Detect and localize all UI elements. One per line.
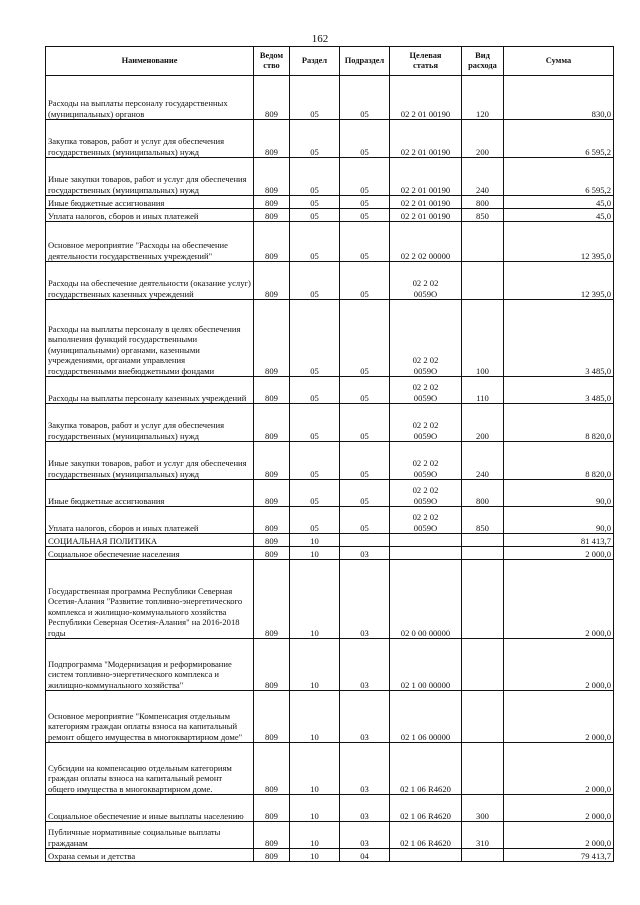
cell-celevaya-statya: 02 1 06 R4620 bbox=[390, 795, 462, 822]
cell-vid-raskhoda: 200 bbox=[462, 120, 504, 158]
cell-celevaya-statya bbox=[390, 849, 462, 862]
cell-podrazdel: 03 bbox=[340, 691, 390, 743]
cell-razdel: 05 bbox=[290, 404, 340, 442]
cell-vid-raskhoda: 300 bbox=[462, 795, 504, 822]
cell-razdel: 10 bbox=[290, 822, 340, 849]
cell-name: Государственная программа Республики Северная Осетия-Алания "Развитие топливно-энергетического комплекса и жилищно-коммунального хозяйства Республики Северная Осетия-Алания" на 2016-2018 годы bbox=[46, 560, 254, 639]
cell-podrazdel: 05 bbox=[340, 507, 390, 534]
cell-name: Расходы на выплаты персоналу казенных учреждений bbox=[46, 377, 254, 404]
cell-podrazdel: 04 bbox=[340, 849, 390, 862]
cell-summa: 6 595,2 bbox=[504, 120, 614, 158]
cell-vedomstvo: 809 bbox=[254, 639, 290, 691]
cell-podrazdel: 05 bbox=[340, 442, 390, 480]
table-row bbox=[46, 222, 614, 262]
cell-summa: 2 000,0 bbox=[504, 639, 614, 691]
cell-vid-raskhoda bbox=[462, 691, 504, 743]
table-row bbox=[46, 507, 614, 534]
cell-summa: 79 413,7 bbox=[504, 849, 614, 862]
cell-name: Социальное обеспечение населения bbox=[46, 547, 254, 560]
cell-podrazdel: 05 bbox=[340, 377, 390, 404]
cell-vid-raskhoda: 850 bbox=[462, 507, 504, 534]
cell-podrazdel: 05 bbox=[340, 262, 390, 300]
table-row bbox=[46, 76, 614, 120]
table-row bbox=[46, 560, 614, 639]
cell-name: Субсидии на компенсацию отдельным категориям граждан оплаты взноса на капитальный ремонт общего имущества в многоквартирном доме. bbox=[46, 743, 254, 795]
cell-vedomstvo: 809 bbox=[254, 76, 290, 120]
cell-vid-raskhoda bbox=[462, 639, 504, 691]
cell-vid-raskhoda: 310 bbox=[462, 822, 504, 849]
cell-name: Публичные нормативные социальные выплаты гражданам bbox=[46, 822, 254, 849]
cell-vid-raskhoda: 850 bbox=[462, 209, 504, 222]
cell-vedomstvo: 809 bbox=[254, 849, 290, 862]
cell-podrazdel: 03 bbox=[340, 743, 390, 795]
cell-name: Иные закупки товаров, работ и услуг для обеспечения государственных (муниципальных) нужд bbox=[46, 442, 254, 480]
cell-podrazdel: 05 bbox=[340, 120, 390, 158]
cell-celevaya-statya: 02 1 06 R4620 bbox=[390, 822, 462, 849]
header-summa: Сумма bbox=[504, 47, 614, 76]
cell-razdel: 10 bbox=[290, 849, 340, 862]
cell-celevaya-statya: 02 2 02 0059О bbox=[390, 442, 462, 480]
cell-summa: 8 820,0 bbox=[504, 404, 614, 442]
cell-razdel: 05 bbox=[290, 196, 340, 209]
cell-razdel: 10 bbox=[290, 560, 340, 639]
table-row bbox=[46, 442, 614, 480]
cell-podrazdel: 05 bbox=[340, 300, 390, 377]
cell-vid-raskhoda bbox=[462, 262, 504, 300]
cell-razdel: 10 bbox=[290, 743, 340, 795]
table-row bbox=[46, 795, 614, 822]
cell-name: Закупка товаров, работ и услуг для обеспечения государственных (муниципальных) нужд bbox=[46, 404, 254, 442]
cell-razdel: 05 bbox=[290, 120, 340, 158]
cell-name: Основное мероприятие "Расходы на обеспечение деятельности государственных учреждений" bbox=[46, 222, 254, 262]
table-row bbox=[46, 743, 614, 795]
cell-vid-raskhoda: 120 bbox=[462, 76, 504, 120]
cell-podrazdel: 03 bbox=[340, 795, 390, 822]
cell-vid-raskhoda: 110 bbox=[462, 377, 504, 404]
cell-summa: 45,0 bbox=[504, 209, 614, 222]
cell-summa: 2 000,0 bbox=[504, 743, 614, 795]
cell-summa: 6 595,2 bbox=[504, 158, 614, 196]
cell-podrazdel: 05 bbox=[340, 196, 390, 209]
table-row bbox=[46, 534, 614, 547]
cell-vedomstvo: 809 bbox=[254, 691, 290, 743]
cell-name: Иные бюджетные ассигнования bbox=[46, 196, 254, 209]
cell-vedomstvo: 809 bbox=[254, 795, 290, 822]
cell-vid-raskhoda bbox=[462, 743, 504, 795]
cell-razdel: 05 bbox=[290, 262, 340, 300]
cell-razdel: 05 bbox=[290, 442, 340, 480]
cell-name: Охрана семьи и детства bbox=[46, 849, 254, 862]
header-vedomstvo: Ведом ство bbox=[254, 47, 290, 76]
cell-vedomstvo: 809 bbox=[254, 120, 290, 158]
cell-podrazdel: 05 bbox=[340, 480, 390, 507]
cell-summa: 830,0 bbox=[504, 76, 614, 120]
table-row bbox=[46, 691, 614, 743]
cell-vedomstvo: 809 bbox=[254, 547, 290, 560]
table-row bbox=[46, 377, 614, 404]
cell-celevaya-statya: 02 2 01 00190 bbox=[390, 158, 462, 196]
cell-name: Закупка товаров, работ и услуг для обеспечения государственных (муниципальных) нужд bbox=[46, 120, 254, 158]
cell-celevaya-statya: 02 2 02 0059О bbox=[390, 480, 462, 507]
cell-summa: 2 000,0 bbox=[504, 795, 614, 822]
cell-vid-raskhoda: 200 bbox=[462, 404, 504, 442]
cell-podrazdel: 03 bbox=[340, 822, 390, 849]
cell-name: Уплата налогов, сборов и иных платежей bbox=[46, 209, 254, 222]
cell-celevaya-statya bbox=[390, 547, 462, 560]
cell-celevaya-statya: 02 2 01 00190 bbox=[390, 76, 462, 120]
cell-razdel: 05 bbox=[290, 300, 340, 377]
cell-summa: 3 485,0 bbox=[504, 300, 614, 377]
cell-vid-raskhoda: 100 bbox=[462, 300, 504, 377]
cell-vid-raskhoda bbox=[462, 849, 504, 862]
cell-vedomstvo: 809 bbox=[254, 507, 290, 534]
cell-name: Иные бюджетные ассигнования bbox=[46, 480, 254, 507]
cell-podrazdel: 03 bbox=[340, 639, 390, 691]
cell-vedomstvo: 809 bbox=[254, 158, 290, 196]
cell-celevaya-statya: 02 2 01 00190 bbox=[390, 196, 462, 209]
cell-vid-raskhoda: 800 bbox=[462, 196, 504, 209]
cell-vedomstvo: 809 bbox=[254, 743, 290, 795]
cell-summa: 2 000,0 bbox=[504, 547, 614, 560]
cell-vedomstvo: 809 bbox=[254, 262, 290, 300]
header-name: Наименование bbox=[46, 47, 254, 76]
cell-razdel: 05 bbox=[290, 507, 340, 534]
cell-razdel: 05 bbox=[290, 222, 340, 262]
cell-podrazdel: 05 bbox=[340, 209, 390, 222]
cell-vedomstvo: 809 bbox=[254, 480, 290, 507]
table-row bbox=[46, 639, 614, 691]
cell-name: Иные закупки товаров, работ и услуг для обеспечения государственных (муниципальных) нужд bbox=[46, 158, 254, 196]
cell-name: Основное мероприятие "Компенсация отдельным категориям граждан оплаты взноса на капитальный ремонт общего имущества в многоквартирном доме" bbox=[46, 691, 254, 743]
cell-razdel: 10 bbox=[290, 639, 340, 691]
cell-name: Расходы на выплаты персоналу в целях обеспечения выполнения функций государственными (муниципальными) органами, казенными учреждениями, органами управления государственными внебюджетными фондами bbox=[46, 300, 254, 377]
cell-summa: 2 000,0 bbox=[504, 560, 614, 639]
cell-celevaya-statya: 02 2 02 0059О bbox=[390, 507, 462, 534]
cell-razdel: 10 bbox=[290, 547, 340, 560]
cell-podrazdel: 05 bbox=[340, 222, 390, 262]
cell-podrazdel: 03 bbox=[340, 547, 390, 560]
cell-summa: 90,0 bbox=[504, 480, 614, 507]
table-row bbox=[46, 404, 614, 442]
table-row bbox=[46, 209, 614, 222]
cell-vedomstvo: 809 bbox=[254, 377, 290, 404]
cell-razdel: 05 bbox=[290, 158, 340, 196]
cell-name: Подпрограмма "Модернизация и реформирование систем топливно-энергетического комплекса и жилищно-коммунального хозяйства" bbox=[46, 639, 254, 691]
cell-podrazdel: 03 bbox=[340, 560, 390, 639]
cell-name: Уплата налогов, сборов и иных платежей bbox=[46, 507, 254, 534]
table-row bbox=[46, 120, 614, 158]
cell-summa: 12 395,0 bbox=[504, 222, 614, 262]
table-row bbox=[46, 300, 614, 377]
cell-celevaya-statya: 02 0 00 00000 bbox=[390, 560, 462, 639]
table-row bbox=[46, 196, 614, 209]
budget-table bbox=[45, 46, 614, 862]
cell-razdel: 05 bbox=[290, 76, 340, 120]
cell-vedomstvo: 809 bbox=[254, 196, 290, 209]
header-vid-raskhoda: Вид расхода bbox=[462, 47, 504, 76]
cell-celevaya-statya: 02 2 02 0059О bbox=[390, 262, 462, 300]
cell-celevaya-statya: 02 2 02 0059О bbox=[390, 377, 462, 404]
cell-celevaya-statya: 02 2 02 0059О bbox=[390, 404, 462, 442]
cell-vedomstvo: 809 bbox=[254, 300, 290, 377]
cell-celevaya-statya: 02 2 02 00000 bbox=[390, 222, 462, 262]
cell-summa: 45,0 bbox=[504, 196, 614, 209]
table-header-row bbox=[46, 47, 614, 76]
cell-razdel: 05 bbox=[290, 480, 340, 507]
cell-celevaya-statya: 02 2 02 0059О bbox=[390, 300, 462, 377]
cell-summa: 81 413,7 bbox=[504, 534, 614, 547]
cell-celevaya-statya: 02 2 01 00190 bbox=[390, 209, 462, 222]
cell-razdel: 05 bbox=[290, 209, 340, 222]
cell-vid-raskhoda bbox=[462, 534, 504, 547]
cell-podrazdel: 05 bbox=[340, 158, 390, 196]
cell-summa: 90,0 bbox=[504, 507, 614, 534]
cell-razdel: 10 bbox=[290, 691, 340, 743]
cell-vid-raskhoda bbox=[462, 547, 504, 560]
cell-razdel: 10 bbox=[290, 534, 340, 547]
cell-vedomstvo: 809 bbox=[254, 404, 290, 442]
header-celevaya-statya: Целевая статья bbox=[390, 47, 462, 76]
cell-razdel: 10 bbox=[290, 795, 340, 822]
cell-name: Расходы на обеспечение деятельности (оказание услуг) государственных казенных учреждений bbox=[46, 262, 254, 300]
cell-vid-raskhoda: 240 bbox=[462, 442, 504, 480]
cell-vedomstvo: 809 bbox=[254, 222, 290, 262]
table-row bbox=[46, 262, 614, 300]
header-razdel: Раздел bbox=[290, 47, 340, 76]
table-row bbox=[46, 849, 614, 862]
table-row bbox=[46, 547, 614, 560]
cell-vid-raskhoda: 240 bbox=[462, 158, 504, 196]
cell-celevaya-statya: 02 1 06 00000 bbox=[390, 691, 462, 743]
header-podrazdel: Подраздел bbox=[340, 47, 390, 76]
table-row bbox=[46, 822, 614, 849]
cell-podrazdel: 05 bbox=[340, 404, 390, 442]
cell-podrazdel: 05 bbox=[340, 76, 390, 120]
cell-vedomstvo: 809 bbox=[254, 560, 290, 639]
cell-name: СОЦИАЛЬНАЯ ПОЛИТИКА bbox=[46, 534, 254, 547]
cell-vedomstvo: 809 bbox=[254, 209, 290, 222]
cell-summa: 3 485,0 bbox=[504, 377, 614, 404]
cell-celevaya-statya bbox=[390, 534, 462, 547]
page-number: 162 bbox=[311, 33, 329, 45]
table-row bbox=[46, 158, 614, 196]
cell-name: Социальное обеспечение и иные выплаты населению bbox=[46, 795, 254, 822]
cell-razdel: 05 bbox=[290, 377, 340, 404]
cell-summa: 12 395,0 bbox=[504, 262, 614, 300]
cell-podrazdel bbox=[340, 534, 390, 547]
cell-vedomstvo: 809 bbox=[254, 534, 290, 547]
cell-celevaya-statya: 02 1 00 00000 bbox=[390, 639, 462, 691]
cell-summa: 2 000,0 bbox=[504, 822, 614, 849]
cell-summa: 8 820,0 bbox=[504, 442, 614, 480]
cell-vedomstvo: 809 bbox=[254, 442, 290, 480]
cell-celevaya-statya: 02 2 01 00190 bbox=[390, 120, 462, 158]
cell-vedomstvo: 809 bbox=[254, 822, 290, 849]
cell-vid-raskhoda bbox=[462, 560, 504, 639]
table-row bbox=[46, 480, 614, 507]
cell-vid-raskhoda bbox=[462, 222, 504, 262]
cell-vid-raskhoda: 800 bbox=[462, 480, 504, 507]
cell-name: Расходы на выплаты персоналу государственных (муниципальных) органов bbox=[46, 76, 254, 120]
cell-celevaya-statya: 02 1 06 R4620 bbox=[390, 743, 462, 795]
cell-summa: 2 000,0 bbox=[504, 691, 614, 743]
